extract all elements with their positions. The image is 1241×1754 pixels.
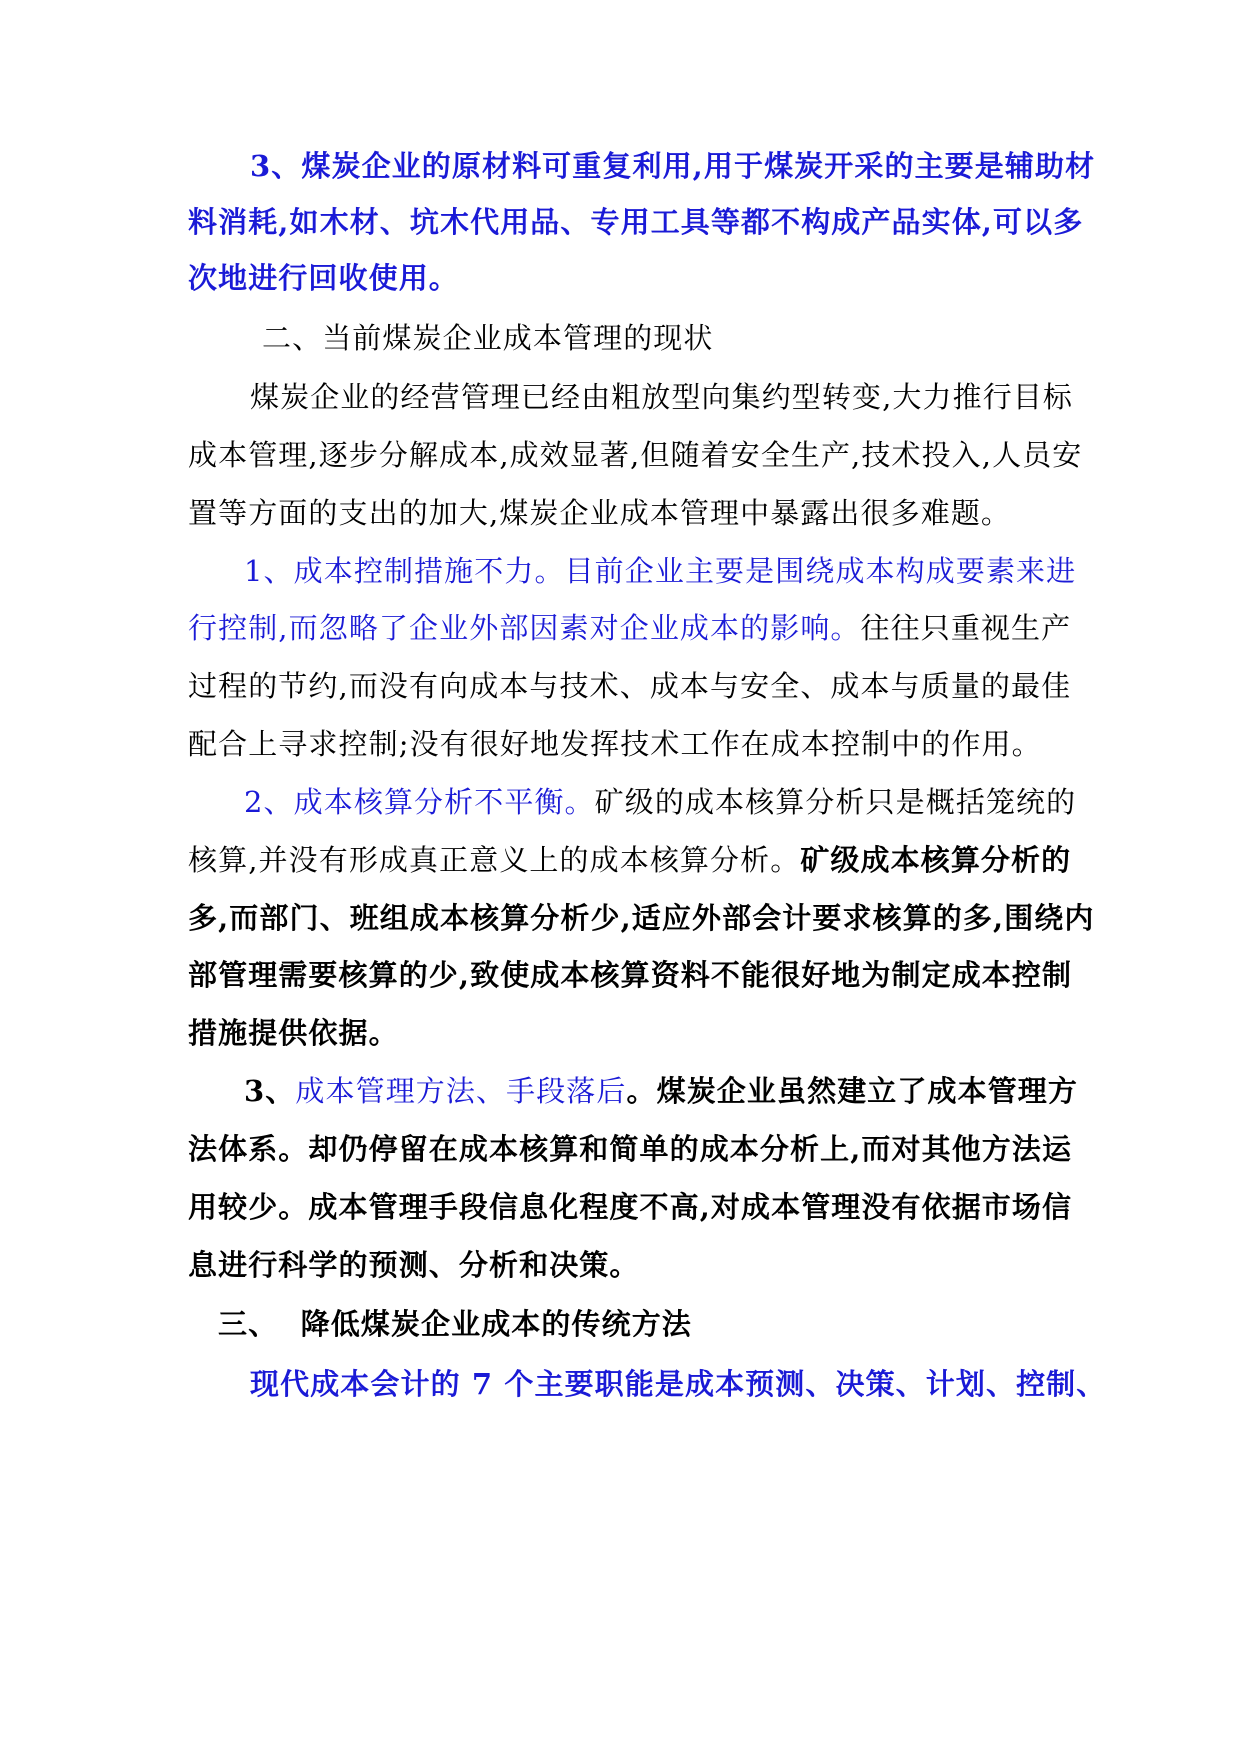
para1-line2: 料消耗,如木材、坑木代用品、专用工具等都不构成产品实体,可以多 [188, 205, 1084, 239]
item3-line1-number: 3、 [244, 1074, 296, 1108]
item2-line1-highlight: 2、成本核算分析不平衡。 [244, 785, 595, 819]
item1-line1: 1、成本控制措施不力。目前企业主要是围绕成本构成要素来进 [244, 554, 1077, 588]
item2-line1-rest: 矿级的成本核算分析只是概括笼统的 [594, 785, 1077, 819]
item3-line2: 法体系。却仍停留在成本核算和简单的成本分析上,而对其他方法运 [188, 1132, 1073, 1166]
item3-line1-highlight: 成本管理方法、手段落后 [295, 1074, 627, 1108]
item3-line4: 息进行科学的预测、分析和决策。 [188, 1248, 640, 1282]
item1-line2 [188, 604, 1071, 652]
item2-line3: 多,而部门、班组成本核算分析少,适应外部会计要求核算的多,围绕内 [188, 901, 1095, 935]
item1-line4: 配合上寻求控制;没有很好地发挥技术工作在成本控制中的作用。 [188, 727, 1042, 761]
item2-line1 [244, 778, 1076, 826]
item2-line2-normal: 核算,并没有形成真正意义上的成本核算分析。 [188, 843, 801, 877]
section-heading-2: 二、当前煤炭企业成本管理的现状 [262, 321, 714, 355]
item1-line2-rest: 往往只重视生产 [860, 611, 1072, 645]
para3-line1: 现代成本会计的 7 个主要职能是成本预测、决策、计划、控制、 [250, 1367, 1107, 1401]
item2-line4: 部管理需要核算的少,致使成本核算资料不能很好地为制定成本控制 [188, 958, 1073, 992]
item3-line1-rest: 。煤炭企业虽然建立了成本管理方 [626, 1074, 1079, 1108]
section-heading-3: 三、 降低煤炭企业成本的传统方法 [218, 1307, 692, 1341]
para1-line1: 3、煤炭企业的原材料可重复利用,用于煤炭开采的主要是辅助材 [250, 149, 1096, 183]
item2-line5: 措施提供依据。 [188, 1016, 399, 1050]
item1-line3: 过程的节约,而没有向成本与技术、成本与安全、成本与质量的最佳 [188, 669, 1072, 703]
para2-line2: 成本管理,逐步分解成本,成效显著,但随着安全生产,技术投入,人员安 [188, 438, 1083, 472]
para2-line1: 煤炭企业的经营管理已经由粗放型向集约型转变,大力推行目标 [250, 380, 1074, 414]
item3-line3: 用较少。成本管理手段信息化程度不高,对成本管理没有依据市场信 [188, 1190, 1073, 1224]
para2-line3: 置等方面的支出的加大,煤炭企业成本管理中暴露出很多难题。 [188, 496, 1012, 530]
item2-line2 [188, 836, 1071, 884]
item1-line2-highlight: 行控制,而忽略了企业外部因素对企业成本的影响。 [188, 611, 861, 645]
para1-line3: 次地进行回收使用。 [188, 261, 459, 295]
item2-line2-bold: 矿级成本核算分析的 [800, 843, 1072, 877]
item3-line1 [244, 1067, 1078, 1115]
